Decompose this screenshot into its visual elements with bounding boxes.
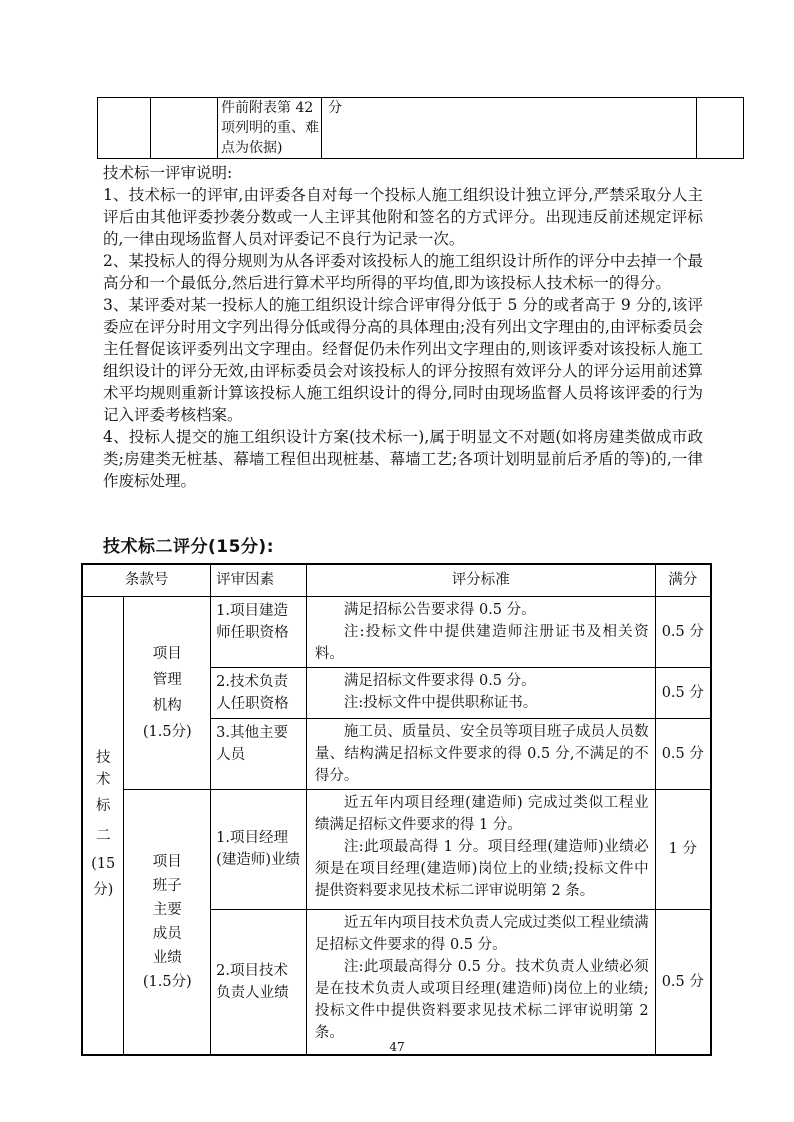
continued-factor-line: 项列明的重、难 (221, 120, 319, 136)
notes-title: 技术标一评审说明: (103, 164, 233, 182)
standard-line: 近五年内项目技术负责人完成过类似工程业绩满足招标文件要求的得 0.5 分。 (314, 914, 649, 953)
factor-cell: 3.其他主要人员 (211, 718, 307, 789)
continued-standard-text: 分 (328, 100, 342, 116)
standard-line: 施工员、质量员、安全员等项目班子成员人员数量、结构满足招标文件要求的得 0.5 分,不满足的不得分。 (314, 723, 649, 784)
header-clause: 条款号 (82, 564, 211, 596)
group-name-cell (124, 789, 211, 1055)
group-name-cell (124, 596, 211, 789)
group-name-line: (1.5分) (142, 973, 192, 990)
standard-cell (306, 909, 655, 1055)
standard-cell (306, 718, 655, 789)
standard-line: 满足招标公告要求得 0.5 分。 (343, 601, 536, 618)
group-name-line: 项目 (152, 853, 182, 870)
category-char: (15 (91, 856, 116, 873)
factor-cell: 1.项目经理(建造师)业绩 (211, 789, 307, 909)
table-row (82, 789, 711, 909)
factor-cell: 2.项目技术负责人业绩 (211, 909, 307, 1055)
full-score-cell: 0.5 分 (655, 596, 711, 667)
continued-standard-cell (322, 98, 697, 159)
group-name-line: 管理 (152, 671, 182, 688)
category-char: 分) (93, 882, 114, 899)
tech-bid-two-table (81, 563, 712, 1056)
full-score-cell: 0.5 分 (655, 667, 711, 718)
standard-line: 注:投标文件中提供职称证书。 (343, 694, 538, 711)
standard-line: 注:此项最高得 1 分。项目经理(建造师)业绩必须是在项目经理(建造师)岗位上的业绩;投标文件中提供资料要求见技术标二评审说明第 2 条。 (314, 838, 649, 899)
note-item-3: 3、某评委对某一投标人的施工组织设计综合评审得分低于 5 分的或者高于 9 分的,该评委应在评分时用文字列出得分低或得分高的具体理由;没有列出文字理由的,由评标委员会主任督促该评委列出文字理由。经督促仍未作列出文字理由的,则该评委对该投标人施工组织设计的评分无效,由评标委员会对该投标人的评分按照有效评分人的评分运用前述算术平均规则重新计算该投标人施工组织设计的得分,同时由现场监督人员将该评委的行为记入评委考核档案。 (103, 296, 703, 424)
page-number: 47 (389, 1040, 405, 1054)
factor-cell: 1.项目建造师任职资格 (211, 596, 307, 667)
header-full: 满分 (655, 564, 711, 596)
full-score-cell: 0.5 分 (655, 718, 711, 789)
group-name-line: 业绩 (152, 949, 182, 966)
continued-table (97, 97, 744, 159)
section-heading: 技术标二评分(15分): (103, 537, 274, 557)
continued-factor-line: 点为依据) (221, 140, 283, 156)
tech-bid-one-notes (103, 162, 703, 492)
header-standard: 评分标准 (306, 564, 655, 596)
continued-factor-cell (218, 98, 322, 159)
full-score-cell: 0.5 分 (655, 909, 711, 1055)
group-name-line: 班子 (152, 877, 182, 894)
category-char: 技 (95, 750, 111, 767)
standard-line: 注:此项最高得分 0.5 分。技术负责人业绩必须是在技术负责人或项目经理(建造师)岗位上的业绩;投标文件中提供资料要求见技术标二评审说明第 2 条。 (314, 958, 649, 1041)
note-item-4: 4、投标人提交的施工组织设计方案(技术标一),属于明显文不对题(如将房建类做成市政类;房建类无桩基、幕墙工程但出现桩基、幕墙工艺;各项计划明显前后矛盾的等)的,一律作废标处理。 (103, 428, 703, 490)
group-name-line: 主要 (152, 901, 182, 918)
continued-table-cell-2 (151, 98, 218, 159)
table-row (82, 596, 711, 667)
standard-cell (306, 789, 655, 909)
standard-cell (306, 667, 655, 718)
continued-full-cell (697, 98, 744, 159)
category-cell (82, 596, 124, 1055)
header-row (82, 564, 711, 596)
header-factor: 评审因素 (211, 564, 307, 596)
standard-line: 注:投标文件中提供建造师注册证书及相关资料。 (314, 623, 649, 662)
factor-cell: 2.技术负责人任职资格 (211, 667, 307, 718)
standard-cell (306, 596, 655, 667)
category-char: 标 (95, 798, 111, 815)
standard-line: 满足招标文件要求得 0.5 分。 (343, 672, 536, 689)
group-name-line: (1.5分) (142, 723, 192, 740)
continued-table-cell-1 (98, 98, 151, 159)
continued-factor-line: 件前附表第 42 (221, 100, 314, 116)
group-name-line: 项目 (152, 645, 182, 662)
standard-line: 近五年内项目经理(建造师) 完成过类似工程业绩满足招标文件要求的得 1 分。 (314, 794, 649, 833)
group-name-line: 机构 (152, 697, 182, 714)
category-char: 术 (95, 772, 111, 789)
note-item-1: 1、技术标一的评审,由评委各自对每一个投标人施工组织设计独立评分,严禁采取分人主评后由其他评委抄袭分数或一人主评其他附和签名的方式评分。出现违反前述规定评标的,一律由现场监督人员对评委记不良行为记录一次。 (103, 186, 703, 248)
group-name-line: 成员 (152, 925, 182, 942)
category-char: 二 (95, 828, 111, 845)
note-item-2: 2、某投标人的得分规则为从各评委对该投标人的施工组织设计所作的评分中去掉一个最高分和一个最低分,然后进行算术平均所得的平均值,即为该投标人技术标一的得分。 (103, 252, 703, 292)
full-score-cell: 1 分 (655, 789, 711, 909)
